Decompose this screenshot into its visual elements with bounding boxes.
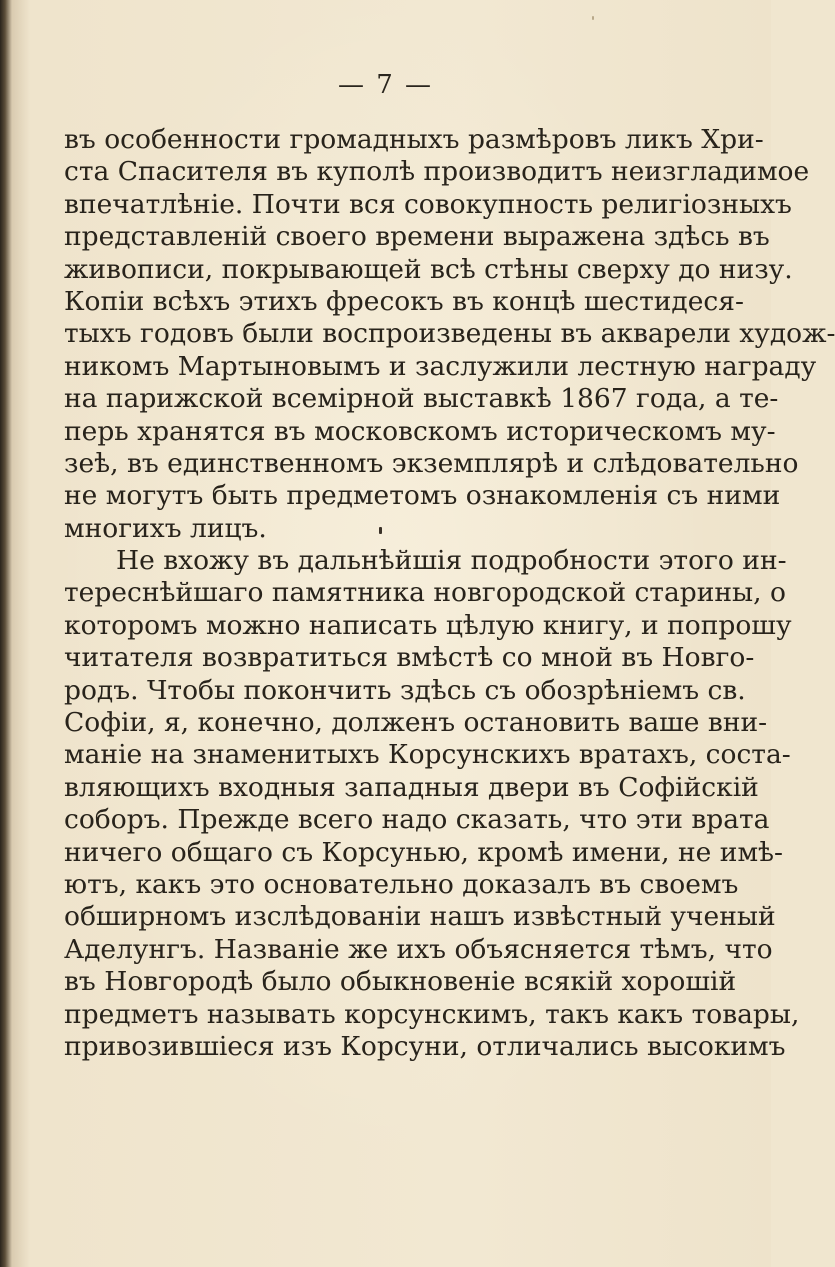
text-line: Копіи всѣхъ этихъ фресокъ въ концѣ шестидеся-: [64, 285, 744, 317]
text-line: представленій своего времени выражена здѣсь въ: [64, 221, 770, 253]
text-line: въ особенности громадныхъ размѣровъ ликъ Хри-: [64, 124, 764, 155]
text-line: родъ. Чтобы покончить здѣсь съ обозрѣніемъ св.: [64, 674, 746, 706]
text-line: предметъ называть корсунскимъ, такъ какъ товары,: [64, 998, 800, 1030]
text-line: не могутъ быть предметомъ ознакомленія съ ними: [64, 480, 781, 512]
text-line: ютъ, какъ это основательно доказалъ въ своемъ: [64, 868, 739, 900]
text-line: тыхъ годовъ были воспроизведены въ акварели худож-: [64, 318, 835, 350]
text-line: тереснѣйшаго памятника новгородской старины, о: [64, 577, 786, 609]
text-line: Аделунгъ. Названіе же ихъ объясняется тѣмъ, что: [64, 933, 773, 965]
text-line: маніе на знаменитыхъ Корсунскихъ вратахъ, соста-: [64, 739, 791, 771]
body-text: [64, 124, 835, 1063]
text-line: соборъ. Прежде всего надо сказать, что эти врата: [64, 804, 770, 836]
text-line: Не вхожу въ дальнѣйшія подробности этого ин-: [116, 545, 787, 577]
paragraph-2: [64, 545, 800, 1063]
text-line: зеѣ, въ единственномъ экземплярѣ и слѣдовательно: [64, 447, 799, 479]
text-line: Софіи, я, конечно, долженъ остановить ваше вни-: [64, 707, 768, 739]
text-line: никомъ Мартыновымъ и заслужили лестную награду: [64, 350, 817, 382]
text-line: вляющихъ входныя западныя двери въ Софійскій: [64, 771, 759, 803]
text-line: многихъ лицъ.: [64, 512, 267, 544]
page-number: — 7 —: [337, 70, 434, 100]
text-line: на парижской всемірной выставкѣ 1867 года, а те-: [64, 383, 779, 415]
ink-speck: [379, 527, 382, 534]
text-line: ста Спасителя въ куполѣ производитъ неизгладимое: [64, 156, 810, 188]
text-line: ничего общаго съ Корсунью, кромѣ имени, не имѣ-: [64, 836, 783, 868]
text-line: которомъ можно написать цѣлую книгу, и попрошу: [64, 609, 792, 641]
text-line: живописи, покрывающей всѣ стѣны сверху до низу.: [64, 253, 793, 285]
text-line: въ Новгородѣ было обыкновеніе всякій хорошій: [64, 966, 737, 998]
paragraph-1: [64, 124, 835, 545]
text-line: привозившіеся изъ Корсуни, отличались высокимъ: [64, 1030, 786, 1062]
text-line: читателя возвратиться вмѣстѣ со мной въ Новго-: [64, 642, 755, 674]
text-line: перь хранятся въ московскомъ историческомъ му-: [64, 415, 776, 447]
text-line: обширномъ изслѣдованіи нашъ извѣстный ученый: [64, 901, 776, 933]
paper-speck: [592, 16, 594, 20]
text-line: впечатлѣніе. Почти вся совокупность религіозныхъ: [64, 188, 792, 220]
